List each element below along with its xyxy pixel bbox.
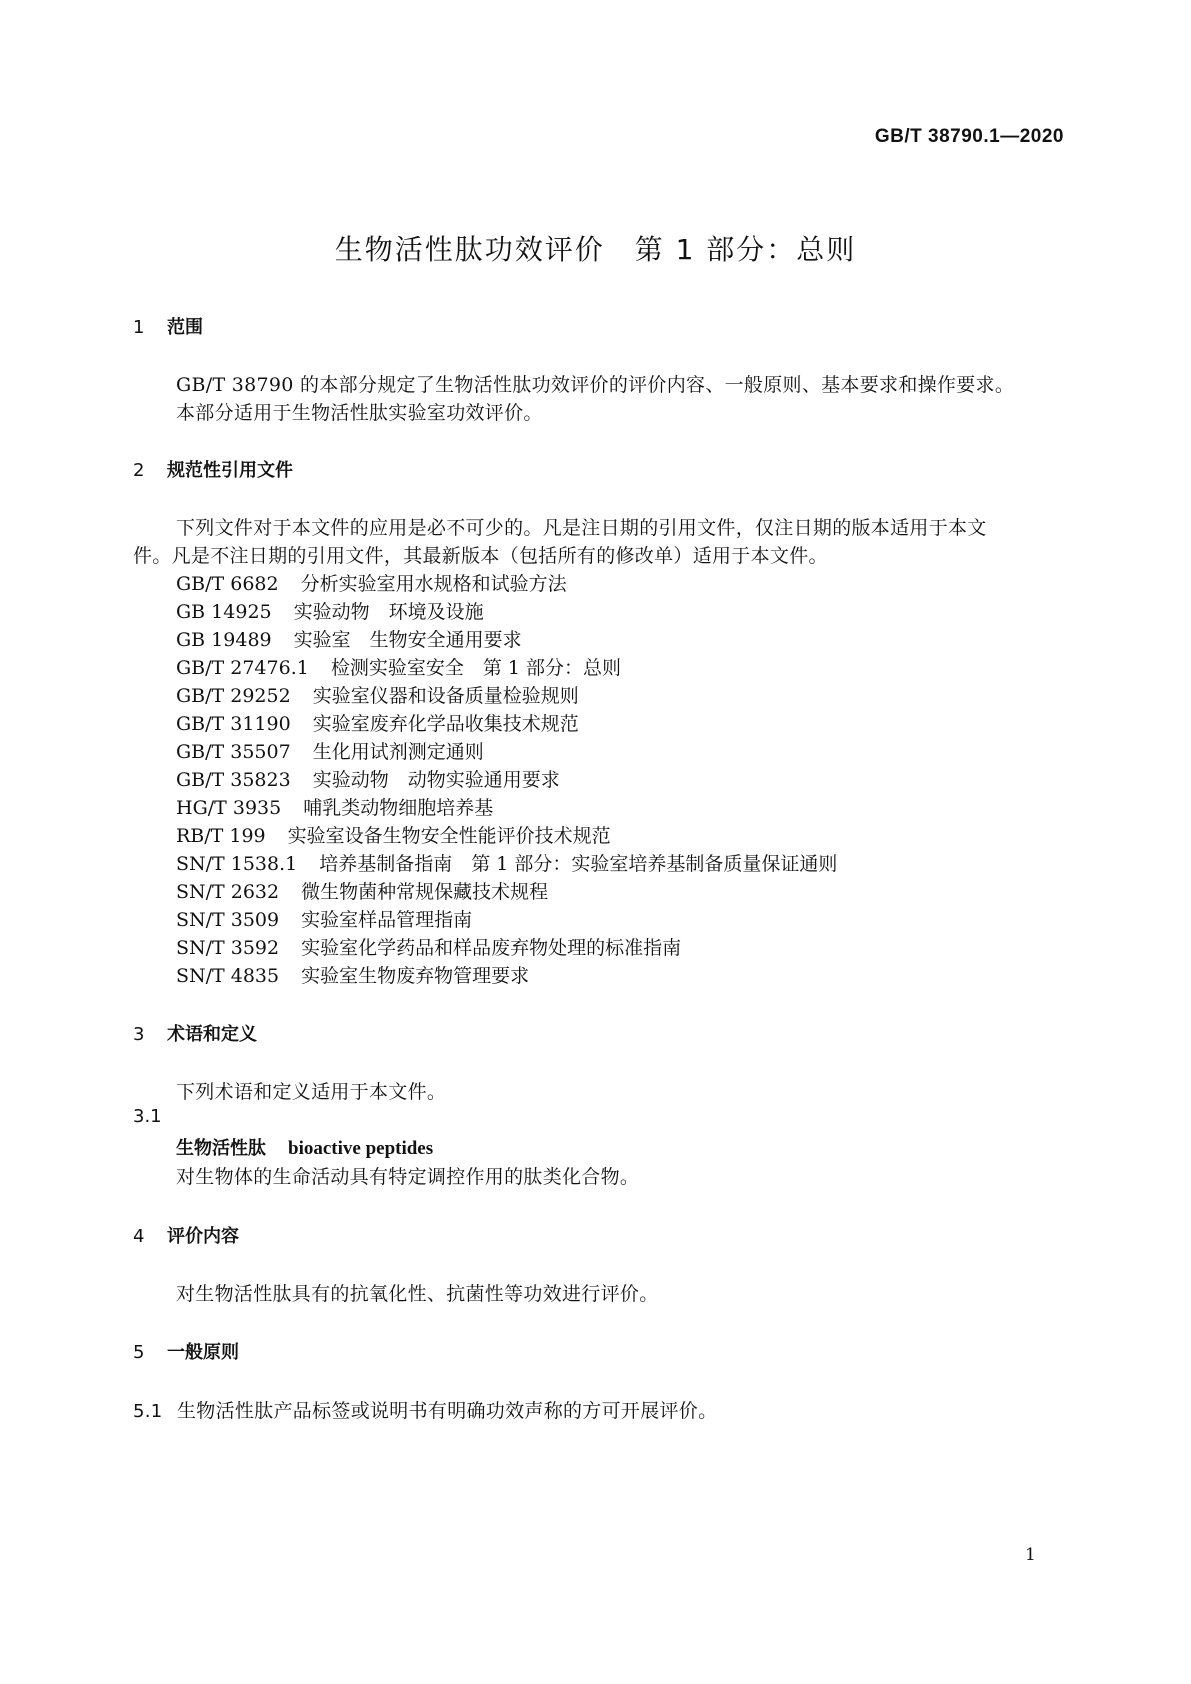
reference-item xyxy=(176,653,621,680)
section-2-heading xyxy=(133,456,293,482)
section-number: 2 xyxy=(133,460,145,481)
reference-item xyxy=(176,877,548,904)
reference-item xyxy=(176,737,484,764)
reference-item xyxy=(176,625,522,652)
reference-item xyxy=(176,793,493,820)
reference-item xyxy=(176,765,560,792)
reference-title: 检测实验室安全 第 1 部分：总则 xyxy=(330,657,621,679)
reference-title: 实验室化学药品和样品废弃物处理的标准指南 xyxy=(301,937,682,959)
reference-code: SN/T 3592 xyxy=(176,937,280,959)
reference-item xyxy=(176,709,579,736)
term-definition: 对生物体的生命活动具有特定调控作用的肽类化合物。 xyxy=(176,1166,640,1188)
reference-code: GB/T 31190 xyxy=(176,713,291,735)
term-english: bioactive peptides xyxy=(288,1138,434,1159)
page-number: 1 xyxy=(1025,1545,1036,1565)
clause-5-1 xyxy=(133,1396,717,1423)
term-number: 3.1 xyxy=(133,1106,162,1127)
reference-title: 实验室设备生物安全性能评价技术规范 xyxy=(287,825,611,847)
section-number: 4 xyxy=(133,1226,145,1247)
section-3-heading xyxy=(133,1020,257,1046)
reference-title: 实验室生物废弃物管理要求 xyxy=(301,965,530,987)
section-number: 1 xyxy=(133,317,145,338)
section-title: 术语和定义 xyxy=(167,1024,257,1045)
reference-title: 培养基制备指南 第 1 部分：实验室培养基制备质量保证通则 xyxy=(319,853,838,875)
section-5-heading xyxy=(133,1338,239,1364)
reference-code: GB 14925 xyxy=(176,601,272,623)
section-title: 一般原则 xyxy=(167,1342,239,1363)
reference-code: GB/T 35823 xyxy=(176,769,291,791)
reference-code: RB/T 199 xyxy=(176,825,266,847)
document-title: 生物活性肽功效评价 第 1 部分：总则 xyxy=(334,233,857,266)
reference-title: 实验室样品管理指南 xyxy=(301,909,473,931)
section-title: 范围 xyxy=(167,317,203,338)
references-intro-line-1: 下列文件对于本文件的应用是必不可少的。凡是注日期的引用文件，仅注日期的版本适用于本文 xyxy=(176,517,987,539)
reference-code: SN/T 3509 xyxy=(176,909,280,931)
reference-item xyxy=(176,961,529,988)
clause-number: 5.1 xyxy=(133,1401,163,1422)
reference-item xyxy=(176,597,484,624)
section-1-heading xyxy=(133,313,203,339)
reference-item xyxy=(176,569,567,596)
reference-title: 哺乳类动物细胞培养基 xyxy=(303,797,494,819)
section-number: 3 xyxy=(133,1024,145,1045)
section-4-heading xyxy=(133,1222,239,1248)
reference-title: 实验室仪器和设备质量检验规则 xyxy=(312,685,579,707)
reference-code: GB/T 27476.1 xyxy=(176,657,309,679)
reference-code: GB 19489 xyxy=(176,629,272,651)
reference-code: GB/T 29252 xyxy=(176,685,291,707)
reference-title: 实验动物 环境及设施 xyxy=(293,601,484,623)
section-title: 规范性引用文件 xyxy=(167,460,293,481)
reference-item xyxy=(176,849,837,876)
reference-item xyxy=(176,681,579,708)
reference-item xyxy=(176,905,472,932)
reference-code: SN/T 1538.1 xyxy=(176,853,298,875)
reference-title: 微生物菌种常规保藏技术规程 xyxy=(301,881,549,903)
scope-paragraph-1: GB/T 38790 的本部分规定了生物活性肽功效评价的评价内容、一般原则、基本要求和操作要求。 xyxy=(176,374,1015,396)
scope-paragraph-2: 本部分适用于生物活性肽实验室功效评价。 xyxy=(176,402,543,424)
reference-item xyxy=(176,933,681,960)
reference-title: 生化用试剂测定通则 xyxy=(312,741,484,763)
term-entry xyxy=(176,1134,433,1160)
standard-code: GB/T 38790.1—2020 xyxy=(874,126,1064,147)
reference-item xyxy=(176,821,611,848)
reference-code: HG/T 3935 xyxy=(176,797,282,819)
reference-title: 实验室 生物安全通用要求 xyxy=(293,629,522,651)
reference-code: GB/T 6682 xyxy=(176,573,279,595)
reference-code: GB/T 35507 xyxy=(176,741,291,763)
reference-title: 实验室废弃化学品收集技术规范 xyxy=(312,713,579,735)
reference-code: SN/T 2632 xyxy=(176,881,280,903)
clause-text: 生物活性肽产品标签或说明书有明确功效声称的方可开展评价。 xyxy=(177,1400,718,1422)
term-chinese: 生物活性肽 xyxy=(176,1138,266,1159)
reference-title: 分析实验室用水规格和试验方法 xyxy=(300,573,567,595)
reference-title: 实验动物 动物实验通用要求 xyxy=(312,769,560,791)
reference-code: SN/T 4835 xyxy=(176,965,280,987)
references-intro-line-2: 件。凡是不注日期的引用文件，其最新版本（包括所有的修改单）适用于本文件。 xyxy=(133,545,828,567)
evaluation-content-paragraph: 对生物活性肽具有的抗氧化性、抗菌性等功效进行评价。 xyxy=(176,1283,659,1305)
section-number: 5 xyxy=(133,1342,145,1363)
section-title: 评价内容 xyxy=(167,1226,239,1247)
terms-intro: 下列术语和定义适用于本文件。 xyxy=(176,1081,447,1103)
